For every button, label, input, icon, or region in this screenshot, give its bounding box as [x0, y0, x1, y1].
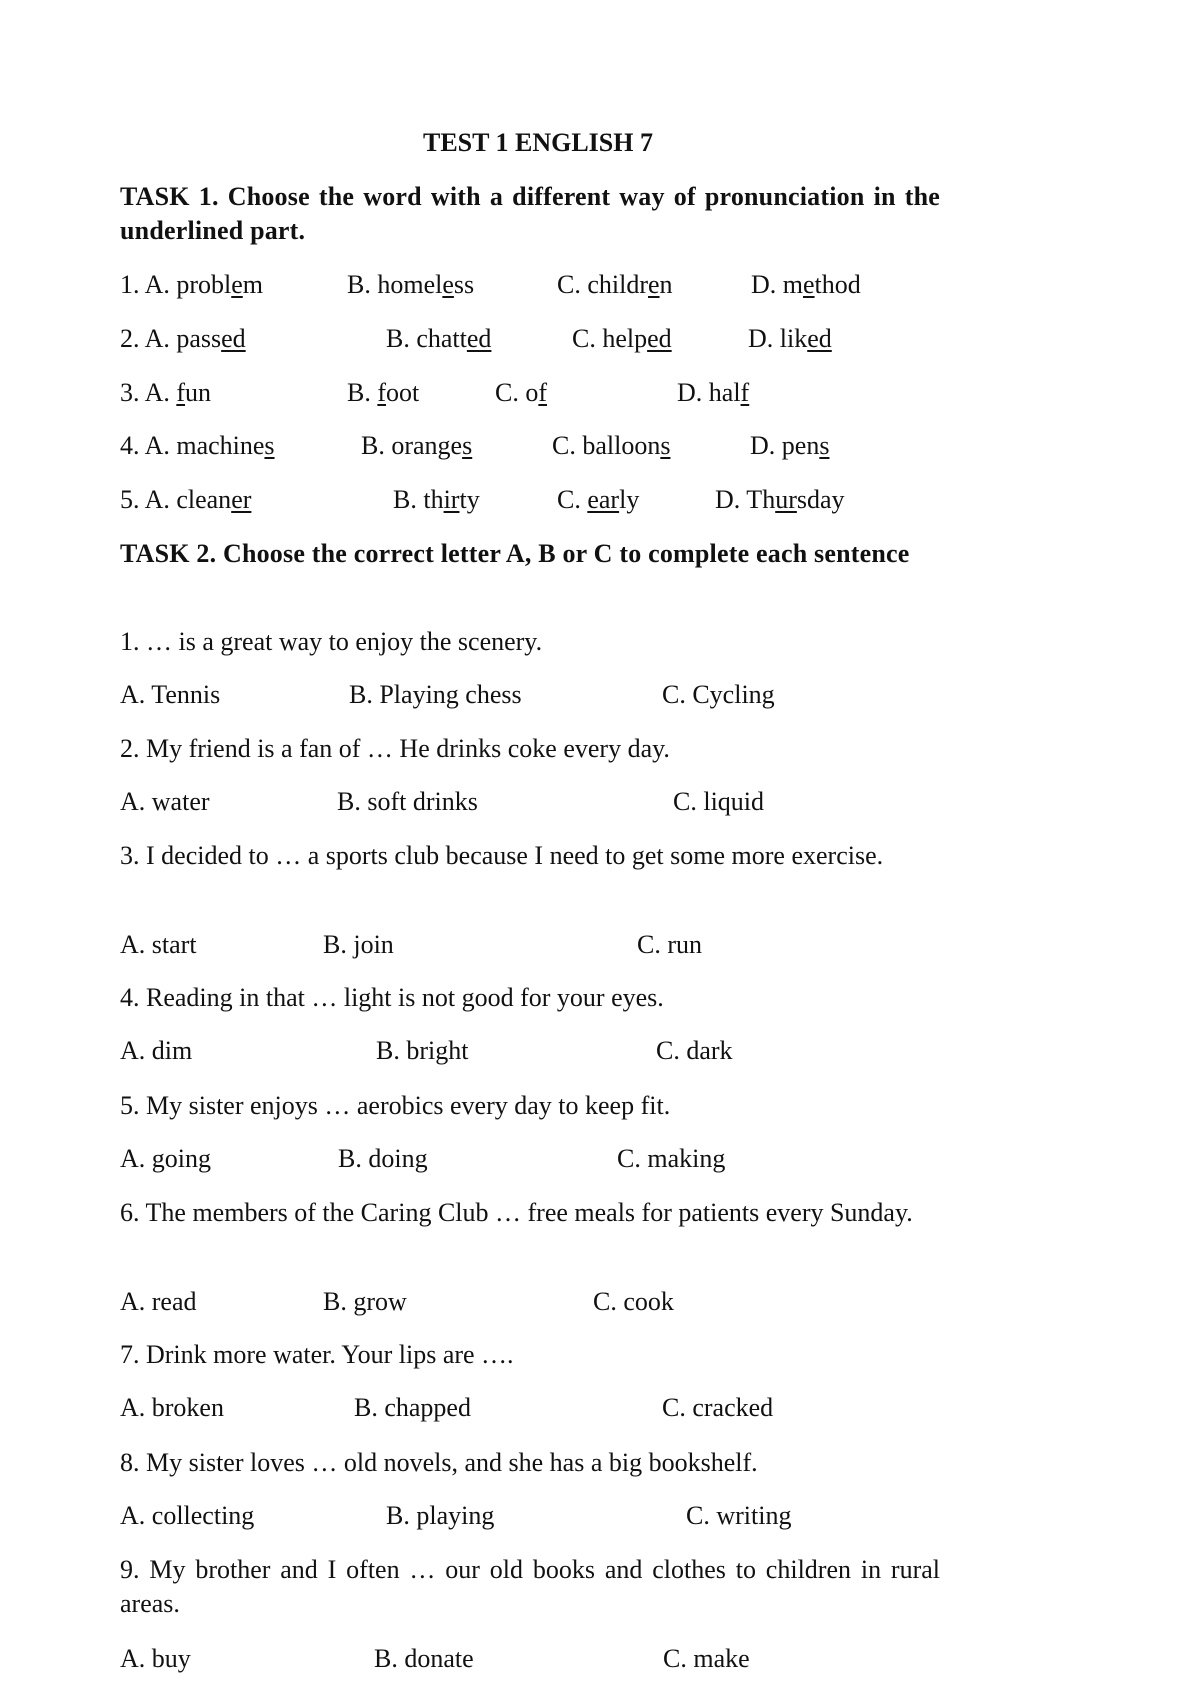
- question-text: 6. The members of the Caring Club … free meals for patients every Sunday.: [120, 1198, 913, 1227]
- underlined-part: f: [538, 378, 548, 407]
- answer-option: C. make: [663, 1644, 750, 1673]
- task1-option: C. helped: [572, 324, 672, 353]
- question-text: 9. My brother and I often … our old books and clothes to children in rural areas.: [120, 1555, 940, 1618]
- underlined-part: ed: [807, 324, 832, 353]
- page-title: TEST 1 ENGLISH 7: [422, 128, 653, 157]
- answer-option: C. cook: [593, 1287, 674, 1316]
- task1-option: C. early: [557, 485, 640, 514]
- task1-option: C. balloons: [552, 431, 671, 460]
- underlined-part: ir: [443, 485, 460, 514]
- task1-option: D. half: [677, 378, 750, 407]
- task1-heading: TASK 1. Choose the word with a different way of pronunciation in the underlined part.: [120, 182, 940, 245]
- answer-option: A. dim: [120, 1036, 193, 1065]
- question-text: 2. My friend is a fan of … He drinks coke every day.: [120, 734, 670, 763]
- answer-option: B. playing: [386, 1501, 495, 1530]
- answer-option: A. Tennis: [120, 680, 221, 709]
- task2-heading: TASK 2. Choose the correct letter A, B or C to complete each sentence: [120, 539, 910, 568]
- task1-option: D. pens: [750, 431, 830, 460]
- task1-option: 5. A. cleaner: [120, 485, 252, 514]
- answer-option: B. chapped: [354, 1393, 471, 1422]
- answer-option: C. making: [617, 1144, 726, 1173]
- question-text: 8. My sister loves … old novels, and she has a big bookshelf.: [120, 1448, 758, 1477]
- task1-option: 4. A. machines: [120, 431, 275, 460]
- underlined-part: f: [377, 378, 387, 407]
- answer-option: A. buy: [120, 1644, 191, 1673]
- task1-option: C. of: [495, 378, 548, 407]
- task1-option: 1. A. problem: [120, 270, 264, 299]
- question-text: 3. I decided to … a sports club because I need to get some more exercise.: [120, 841, 884, 870]
- underlined-part: f: [176, 378, 186, 407]
- answer-option: C. Cycling: [662, 680, 775, 709]
- underlined-part: ear: [587, 485, 620, 514]
- underlined-part: e: [442, 270, 454, 299]
- answer-option: B. doing: [338, 1144, 428, 1173]
- task1-option: B. thirty: [393, 485, 480, 514]
- task1-option: D. liked: [748, 324, 832, 353]
- answer-option: B. bright: [376, 1036, 469, 1065]
- task1-option: B. homeless: [347, 270, 475, 299]
- answer-option: C. cracked: [662, 1393, 774, 1422]
- task1-option: B. chatted: [386, 324, 492, 353]
- underlined-part: e: [231, 270, 243, 299]
- question-text: 7. Drink more water. Your lips are ….: [120, 1340, 514, 1369]
- answer-option: A. water: [120, 787, 210, 816]
- task1-option: B. oranges: [361, 431, 473, 460]
- task1-option: C. children: [557, 270, 673, 299]
- task1-option: D. Thursday: [715, 485, 845, 514]
- underlined-part: e: [803, 270, 815, 299]
- answer-option: A. start: [120, 930, 197, 959]
- underlined-part: ed: [221, 324, 246, 353]
- underlined-part: s: [819, 431, 830, 460]
- underlined-part: er: [231, 485, 252, 514]
- underlined-part: s: [264, 431, 275, 460]
- answer-option: B. join: [323, 930, 394, 959]
- answer-option: B. grow: [323, 1287, 407, 1316]
- task1-option: B. foot: [347, 378, 420, 407]
- question-text: 4. Reading in that … light is not good for your eyes.: [120, 983, 664, 1012]
- answer-option: B. Playing chess: [349, 680, 522, 709]
- answer-option: A. collecting: [120, 1501, 255, 1530]
- underlined-part: f: [740, 378, 750, 407]
- task1-option: D. method: [751, 270, 861, 299]
- answer-option: A. broken: [120, 1393, 224, 1422]
- answer-option: A. going: [120, 1144, 211, 1173]
- answer-option: C. run: [637, 930, 702, 959]
- answer-option: A. read: [120, 1287, 197, 1316]
- answer-option: B. soft drinks: [337, 787, 478, 816]
- underlined-part: e: [648, 270, 660, 299]
- question-text: 5. My sister enjoys … aerobics every day to keep fit.: [120, 1091, 671, 1120]
- underlined-part: ed: [647, 324, 672, 353]
- underlined-part: ed: [466, 324, 492, 353]
- task1-option: 3. A. fun: [120, 378, 212, 407]
- underlined-part: s: [462, 431, 473, 460]
- answer-option: C. dark: [656, 1036, 733, 1065]
- answer-option: B. donate: [374, 1644, 474, 1673]
- underlined-part: ur: [775, 485, 797, 514]
- underlined-part: s: [660, 431, 671, 460]
- answer-option: C. writing: [686, 1501, 792, 1530]
- task1-option: 2. A. passed: [120, 324, 246, 353]
- answer-option: C. liquid: [673, 787, 765, 816]
- question-text: 1. … is a great way to enjoy the scenery.: [120, 627, 543, 656]
